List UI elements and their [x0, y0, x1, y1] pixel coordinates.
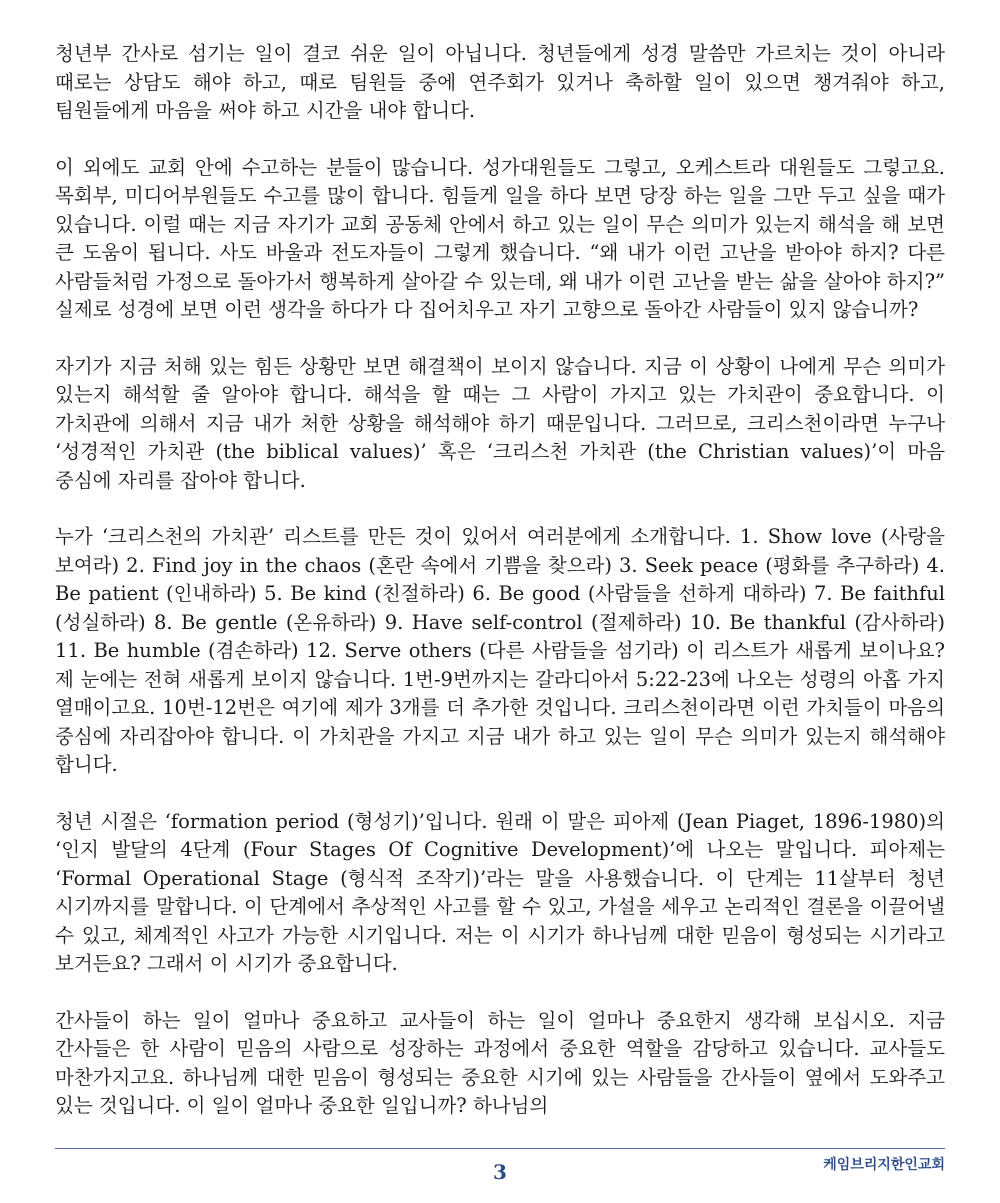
paragraph-1: 청년부 간사로 섬기는 일이 결코 쉬운 일이 아닙니다. 청년들에게 성경 말씀만 가르치는 것이 아니라 때로는 상담도 해야 하고, 때로 팀원들 중에 연주회가 있거나 축하할 일이 있으면 챙겨줘야 하고, 팀원들에게 마음을 써야 하고 시간을 내야 합니다. — [55, 42, 945, 122]
paragraph-6: 간사들이 하는 일이 얼마나 중요하고 교사들이 하는 일이 얼마나 중요한지 생각해 보십시오. 지금 간사들은 한 사람이 믿음의 사람으로 성장하는 과정에서 중요한 역할을 감당하고 있습니다. 교사들도 마찬가지고요. 하나님께 대한 믿음이 형성되는 중요한 시기에 있는 사람들을 간사들이 옆에서 도와주고 있는 것입니다. 이 일이 얼마나 중요한 일입니까? 하나님의 — [55, 1008, 945, 1117]
paragraph-4: 누가 ‘크리스천의 가치관’ 리스트를 만든 것이 있어서 여러분에게 소개합니다. 1. Show love (사랑을 보여라) 2. Find joy in the chaos (혼란 속에서 기쁨을 찾으라) 3. Seek peace (평화를 추구하라) 4. Be patient (인내하라) 5. Be kind (친절하라) 6. Be good (사람들을 선하게 대하라) 7. Be faithful (성실하라) 8. Be gentle (온유하라) 9. Have self-control (절제하라) 10. Be thankful (감사하라) 11. Be humble (겸손하라) 12. Serve others (다른 사람들을 섬기라) 이 리스트가 새롭게 보이나요? 제 눈에는 전혀 새롭게 보이지 않습니다. 1번-9번까지는 갈라디아서 5:22-23에 나오는 성령의 아홉 가지 열매이고요. 10번-12번은 여기에 제가 3개를 더 추가한 것입니다. 크리스천이라면 이런 가치들이 마음의 중심에 자리잡아야 합니다. 이 가치관을 가지고 지금 내가 하고 있는 일이 무슨 의미가 있는지 해석해야 합니다. — [55, 525, 945, 776]
paragraph-2: 이 외에도 교회 안에 수고하는 분들이 많습니다. 성가대원들도 그렇고, 오케스트라 대원들도 그렇고요. 목회부, 미디어부원들도 수고를 많이 합니다. 힘들게 일을 하다 보면 당장 하는 일을 그만 두고 싶을 때가 있습니다. 이럴 때는 지금 자기가 교회 공동체 안에서 하고 있는 일이 무슨 의미가 있는지 해석을 해 보면 큰 도움이 됩니다. 사도 바울과 전도자들이 그렇게 했습니다. “왜 내가 이런 고난을 받아야 하지? 다른 사람들처럼 가정으로 돌아가서 행복하게 살아갈 수 있는데, 왜 내가 이런 고난을 받는 삶을 살아야 하지?” 실제로 성경에 보면 이런 생각을 하다가 다 집어치우고 자기 고향으로 돌아간 사람들이 있지 않습니까? — [55, 155, 945, 321]
paragraph-3: 자기가 지금 처해 있는 힘든 상황만 보면 해결책이 보이지 않습니다. 지금 이 상황이 나에게 무슨 의미가 있는지 해석할 줄 알아야 합니다. 해석을 할 때는 그 사람이 가지고 있는 가치관이 중요합니다. 이 가치관에 의해서 지금 내가 처한 상황을 해석해야 하기 때문입니다. 그러므로, 크리스천이라면 누구나 ‘성경적인 가치관 (the biblical values)’ 혹은 ‘크리스천 가치관 (the Christian values)’이 마음 중심에 자리를 잡아야 합니다. — [55, 354, 945, 492]
document-body — [55, 40, 945, 1149]
page-number: 3 — [493, 1160, 507, 1184]
footer-divider — [55, 1148, 945, 1149]
church-name: 케임브리지한인교회 — [823, 1157, 945, 1173]
paragraph-5: 청년 시절은 ‘formation period (형성기)’입니다. 원래 이 말은 피아제 (Jean Piaget, 1896-1980)의 ‘인지 발달의 4단계 (Four Stages Of Cognitive Development)’에 나오는 말입니다. 피아제는 ‘Formal Operational Stage (형식적 조작기)’라는 말을 사용했습니다. 이 단계는 11살부터 청년 시기까지를 말합니다. 이 단계에서 추상적인 사고를 할 수 있고, 가설을 세우고 논리적인 결론을 이끌어낼 수 있고, 체계적인 사고가 가능한 시기입니다. 저는 이 시기가 하나님께 대한 믿음이 형성되는 시기라고 보거든요? 그래서 이 시기가 중요합니다. — [55, 809, 945, 975]
